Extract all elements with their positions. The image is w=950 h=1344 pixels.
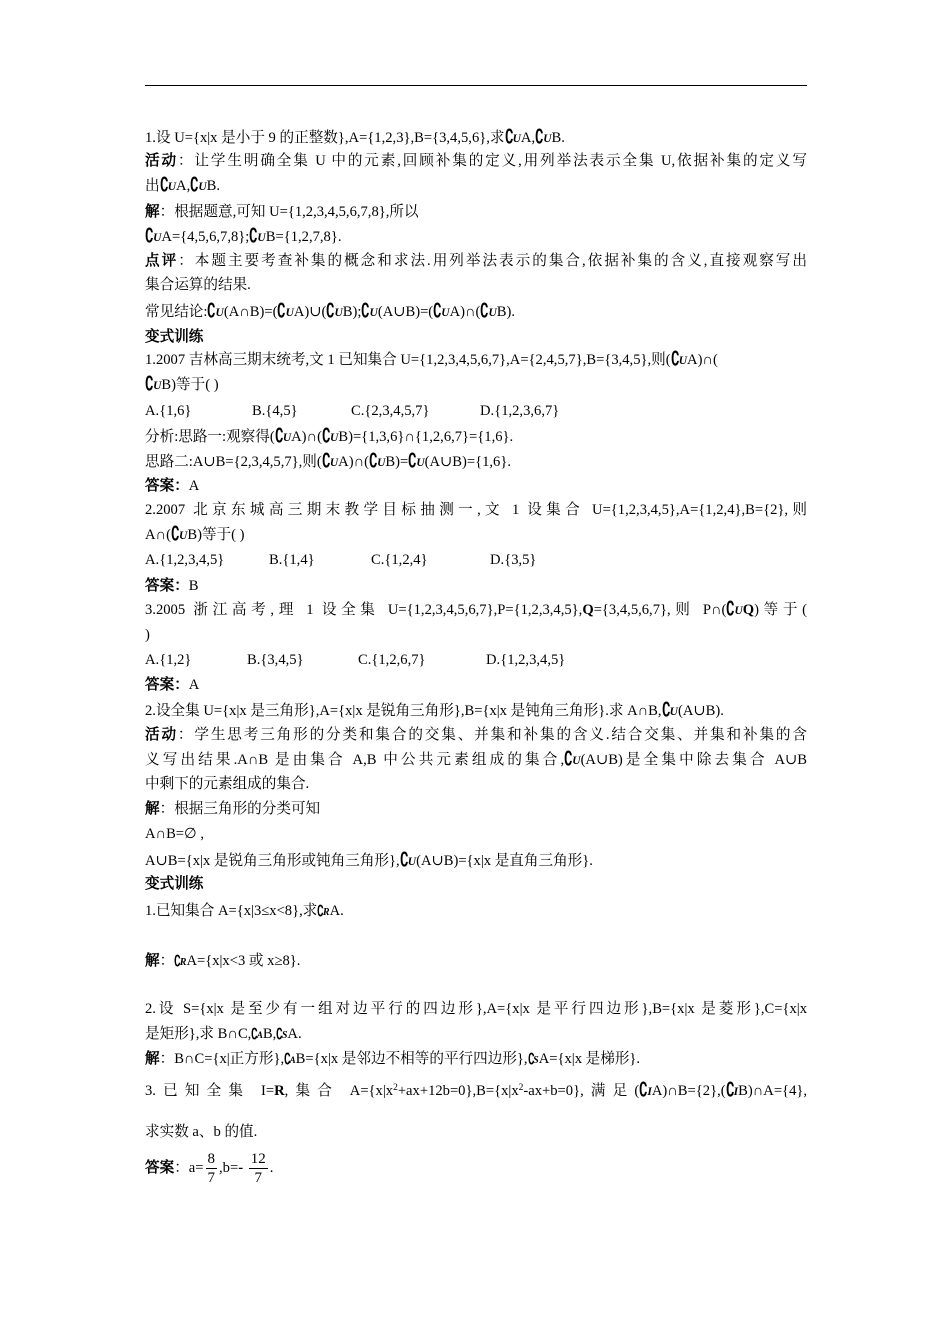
w1-stem: 1.已知集合 A={x|3≤x<8},求∁RA.	[145, 903, 344, 920]
v3-option-d: D.{1,2,3,4,5}	[486, 652, 566, 668]
q2-stem: 2.设全集 U={x|x 是三角形},A={x|x 是锐角三角形},B={x|x 是钝角三角形}.求 A∩B,∁U(A∪B).	[145, 700, 724, 721]
solution-label: 解	[145, 204, 160, 220]
q1-solution-line1: 解：根据题意,可知 U={1,2,3,4,5,6,7,8},所以	[145, 204, 419, 220]
w2-solution: 解：B∩C={x|正方形},∁AB={x|x 是邻边不相等的平行四边形},∁SA={x|x 是梯形}.	[145, 1051, 641, 1068]
v3-stem: 3.2005 浙江高考,理 1 设全集 U={1,2,3,4,5,6,7},P={1,2,3,4,5},Q={3,4,5,6,7},则 P∩(∁UQ)等于(	[145, 599, 807, 620]
v1-option-a: A.{1,6}	[145, 403, 192, 419]
q1-comment-line2: 集合运算的结果.	[145, 277, 251, 293]
w3-answer: 答案：a= $\frac{8}{7}$ ,b=- $\frac{12}{7}$ .	[145, 1151, 274, 1187]
v1-stem-cont: ∁UB)等于( )	[145, 374, 219, 395]
w1-solution: 解：∁RA={x|x<3 或 x≥8}.	[145, 953, 301, 970]
q2-activity-line2: 义写出结果.A∩B 是由集合 A,B 中公共元素组成的集合,∁U(A∪B)是全集中除去集合 A∪B	[145, 749, 807, 770]
q2-solution-line3: A∪B={x|x 是锐角三角形或钝角三角形},∁U(A∪B)={x|x 是直角三角形}.	[145, 850, 593, 871]
q1-activity-line2: 出∁UA,∁UB.	[145, 175, 221, 196]
q2-activity-line3: 中剩下的元素组成的集合.	[145, 776, 310, 792]
v2-answer: 答案：B	[145, 578, 199, 594]
w3-stem-line1: 3.已知全集 I=R,集合 $A=\{x|x^2+ax+12b=0\},B=\{x|x^2-ax+b=0\}$,满足(∁IA)∩B={2},(∁IB)∩A={4},	[145, 1080, 808, 1101]
v1-option-c: C.{2,3,4,5,7}	[351, 403, 430, 419]
v3-option-c: C.{1,2,6,7}	[358, 652, 426, 668]
v1-analysis-1: 分析:思路一:观察得(∁UA)∩(∁UB)={1,3,6}∩{1,2,6,7}={1,6}.	[145, 426, 514, 447]
v2-option-d: D.{3,5}	[490, 552, 537, 568]
q1-solution-line2: ∁UA={4,5,6,7,8};∁UB={1,2,7,8}.	[145, 226, 342, 247]
activity-label: 活动	[145, 153, 178, 169]
q1-activity-line1: 活动：让学生明确全集 U 中的元素,回顾补集的定义,用列举法表示全集 U,依据补集的定义写	[145, 153, 807, 169]
v3-answer: 答案：A	[145, 677, 200, 693]
v1-stem: 1.2007 吉林高三期末统考,文 1 已知集合 U={1,2,3,4,5,6,7},A={2,4,5,7},B={3,4,5},则(∁UA)∩(	[145, 349, 718, 370]
variant-heading-1: 变式训练	[145, 329, 204, 345]
v2-option-a: A.{1,2,3,4,5}	[145, 552, 225, 568]
q2-solution-line2: A∩B=∅ ,	[145, 826, 205, 842]
v3-stem-cont: )	[145, 627, 150, 643]
v1-analysis-2: 思路二:A∪B={2,3,4,5,7},则(∁UA)∩(∁UB)=∁U(A∪B)={1,6}.	[145, 451, 511, 472]
fraction-b: $\frac{12}{7}$	[250, 1151, 266, 1187]
q1-conclusion: 常见结论:∁U(A∩B)=(∁UA)∪(∁UB);∁U(A∪B)=(∁UA)∩(∁UB).	[145, 301, 516, 322]
q1-stem: 1.设 U={x|x 是小于 9 的正整数},A={1,2,3},B={3,4,5,6},求∁UA,∁UB.	[145, 127, 565, 148]
fraction-a: $\frac{8}{7}$	[207, 1151, 216, 1187]
v1-option-b: B.{4,5}	[252, 403, 298, 419]
v1-answer: 答案：A	[145, 478, 200, 494]
v3-option-a: A.{1,2}	[145, 652, 192, 668]
w3-stem-line2: 求实数 a、b 的值.	[145, 1124, 258, 1140]
w2-stem-line2: 是矩形},求 B∩C,∁AB,∁SA.	[145, 1026, 302, 1043]
q2-solution-line1: 解：根据三角形的分类可知	[145, 801, 321, 817]
comment-label: 点评	[145, 253, 179, 269]
v1-option-d: D.{1,2,3,6,7}	[480, 403, 560, 419]
complement-symbol: ∁	[504, 127, 514, 148]
v2-stem-cont: A∩(∁UB)等于( )	[145, 524, 245, 545]
w2-stem-line1: 2.设 S={x|x 是至少有一组对边平行的四边形},A={x|x 是平行四边形},B={x|x 是菱形},C={x|x	[145, 1001, 807, 1017]
v2-option-b: B.{1,4}	[269, 552, 315, 568]
v3-option-b: B.{3,4,5}	[247, 652, 304, 668]
q1-comment-line1: 点评：本题主要考查补集的概念和求法.用列举法表示的集合,依据补集的含义,直接观察写出	[145, 253, 807, 269]
header-rule	[145, 85, 807, 86]
v2-option-c: C.{1,2,4}	[371, 552, 428, 568]
v2-stem: 2.2007 北京东城高三期末教学目标抽测一,文 1 设集合 U={1,2,3,4,5},A={1,2,4},B={2},则	[145, 502, 807, 518]
answer-label: 答案：	[145, 478, 189, 494]
variant-heading-2: 变式训练	[145, 876, 204, 892]
q2-activity-line1: 活动：学生思考三角形的分类和集合的交集、并集和补集的含义.结合交集、并集和补集的含	[145, 727, 807, 743]
